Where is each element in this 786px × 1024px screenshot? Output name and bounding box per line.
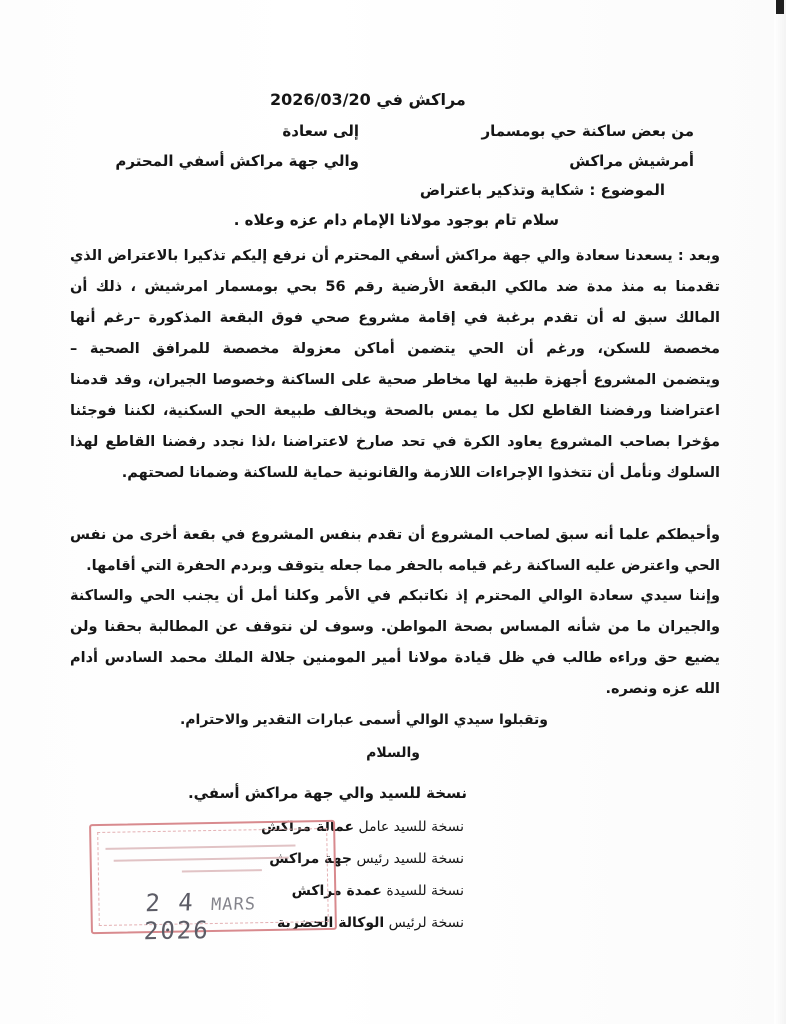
paragraph-line: اعتراضنا ورفضنا القاطع لكل ما يمس بالصحة ويخالف طبيعة الحي السكنية، لكننا فوجئنا — [70, 403, 720, 419]
copy-target: الوكالة الحضرية — [276, 915, 385, 931]
paragraph-line: المالك سبق له أن تقدم برغبة في إقامة مشروع صحي فوق البقعة المذكورة –رغم أنها — [70, 310, 720, 326]
letter-subject: الموضوع : شكاية وتذكير باعتراض — [419, 181, 665, 199]
paragraph-2 — [70, 520, 720, 582]
paragraph-line: يضيع حق وراءه طالب في ظل قيادة مولانا أمير المومنين جلالة الملك محمد السادس أدام — [70, 650, 720, 666]
paragraph-line: الله عزه ونصره. — [605, 681, 720, 697]
paragraph-line: الحي واعترض عليه الساكنة رغم قيامه بالحفر مما جعله يتوقف وبردم الحفرة التي أقامها. — [86, 558, 720, 574]
copy-wali: نسخة للسيد والي جهة مراكش أسفي. — [187, 784, 467, 802]
stamp-date — [143, 886, 336, 945]
recipient-line-1: إلى سعادة — [282, 122, 359, 140]
paragraph-3 — [70, 581, 720, 705]
stamp-year: 2026 — [143, 916, 211, 946]
copy-target: جهة مراكش — [269, 851, 353, 867]
paragraph-line: مؤخرا بصاحب المشروع يعاود الكرة في تحد صارخ لاعتراضنا ،لذا نجدد رفضنا القاطع لهذا — [70, 434, 720, 450]
received-stamp — [89, 820, 337, 946]
sender-line-1: من بعض ساكنة حي بومسمار — [481, 122, 694, 140]
page-edge — [774, 0, 786, 1024]
salutation: والسلام — [366, 745, 420, 761]
copy-prefix: نسخة للسيد رئيس — [356, 851, 464, 867]
letter-date: مراكش في 2026/03/20 — [270, 90, 466, 109]
copy-prefix: نسخة للسيد عامل — [358, 819, 464, 835]
copy-prefix: نسخة للسيدة — [386, 883, 464, 899]
letter-greeting: سلام تام بوجود مولانا الإمام دام عزه وعلاه . — [233, 211, 559, 229]
sender-line-2: أمرشيش مراكش — [569, 152, 694, 170]
paragraph-line: السلوك ونأمل أن تتخذوا الإجراءات اللازمة والقانونية حماية للساكنة وضمانا لصحتهم. — [121, 465, 720, 481]
paragraph-line: وأحيطكم علما أنه سبق لصاحب المشروع أن تقدم بنفس المشروع في بقعة أخرى من نفس — [70, 527, 720, 543]
paragraph-line: ويتضمن المشروع أجهزة طبية لها مخاطر صحية على الساكنة وخصوصا الجيران، وقد قدمنا — [70, 372, 720, 388]
closing-line: وتقبلوا سيدي الوالي أسمى عبارات التقدير والاحترام. — [179, 712, 548, 728]
stamp-day: 2 4 — [144, 888, 196, 918]
paragraph-line: مخصصة للسكن، ورغم أن الحي يتضمن أماكن معزولة مخصصة للمرافق الصحية – — [70, 341, 720, 357]
paragraph-line: تقدمنا به منذ مدة ضد مالكي البقعة الأرضية رقم 56 بحي بومسمار امرشيش ، ذلك أن — [70, 279, 720, 295]
paragraph-1 — [70, 241, 720, 489]
paragraph-line: والجيران ما من شأنه المساس بصحة المواطن. وسوف لن نتوقف عن المطالبة بحقنا ولن — [70, 619, 720, 635]
paragraph-line: وبعد : يسعدنا سعادة والي جهة مراكش أسفي المحترم أن نرفع إليكم تذكيرا بالاعتراض الذي — [70, 248, 720, 264]
copy-target: عمالة مراكش — [261, 819, 355, 835]
copy-target: عمدة مراكش — [291, 883, 382, 899]
stamp-month: MARS — [210, 894, 257, 916]
corner-mark — [776, 0, 784, 14]
recipient-line-2: والي جهة مراكش أسفي المحترم — [115, 152, 359, 170]
paragraph-line: وإننا سيدي سعادة الوالي المحترم إذ نكاتبكم في الأمر وكلنا أمل أن يجنب الحي والساكنة — [70, 588, 720, 604]
copy-prefix: نسخة لرئيس — [388, 915, 464, 931]
